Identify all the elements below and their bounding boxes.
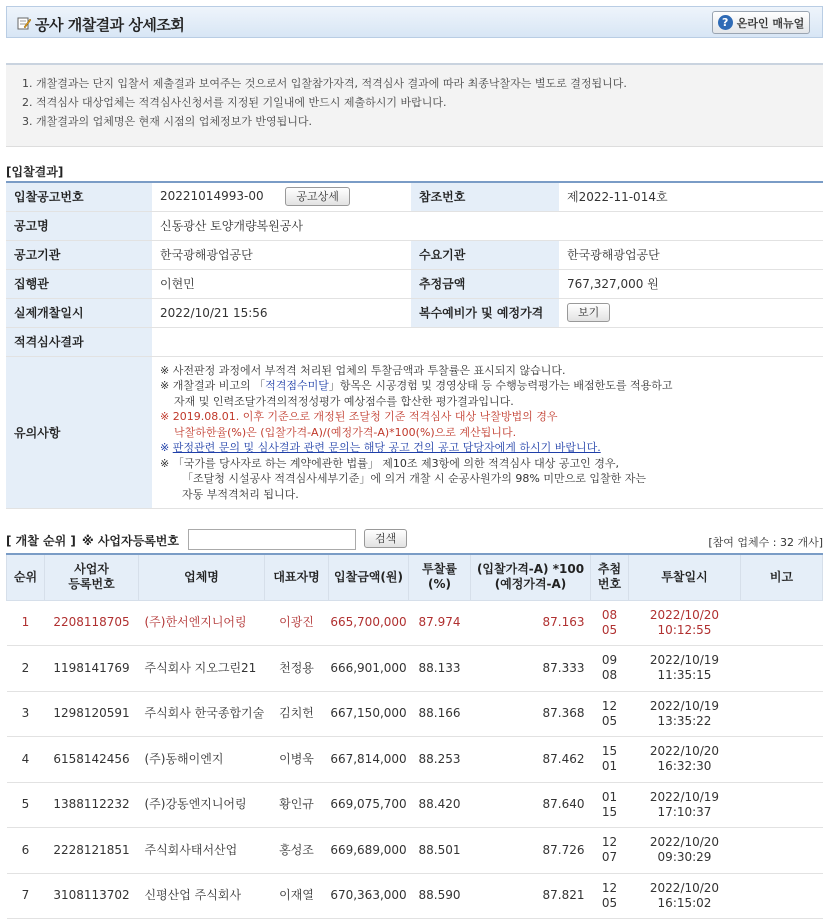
col-bid-time: 투찰일시	[629, 554, 741, 600]
reg-no-cell: 3108113702	[45, 873, 139, 919]
amount-cell: 665,700,000	[329, 600, 409, 646]
bid-time-cell: 2022/10/19 13:35:22	[629, 691, 741, 737]
company-cell: (주)강동엔지니어링	[139, 782, 265, 828]
online-manual-label: 온라인 매뉴얼	[736, 16, 805, 30]
multi-price-label: 복수예비가 및 예정가격	[411, 298, 559, 327]
qual-score-link[interactable]: 적격점수미달	[265, 379, 329, 392]
inquiry-link[interactable]: 판정관련 문의 및 심사결과 관련 문의는 해당 공고 건의 공고 담당자에게 하시기 바랍니다.	[172, 441, 601, 454]
table-row[interactable]	[7, 782, 823, 828]
remark-cell	[741, 873, 823, 919]
rate-cell: 87.974	[409, 600, 471, 646]
caution-label: 유의사항	[6, 356, 152, 509]
open-date-label: 실제개찰일시	[6, 298, 152, 327]
bid-time-cell: 2022/10/20 10:12:55	[629, 600, 741, 646]
remark-cell	[741, 828, 823, 874]
table-row[interactable]	[7, 691, 823, 737]
lot-cell: 08 05	[591, 600, 629, 646]
caution-text	[152, 356, 823, 509]
rate-cell: 88.166	[409, 691, 471, 737]
company-cell: (주)동해이엔지	[139, 737, 265, 783]
rank-cell: 6	[7, 828, 45, 874]
ranking-label: [ 개찰 순위 ]	[6, 534, 76, 548]
caution-line: 낙찰하한율(%)은 (입찰가격-A)/(예정가격-A)*100(%)으로 계산됩니다.	[174, 425, 517, 439]
caution-line: ※ 2019.08.01. 이후 기준으로 개정된 조달청 기준 적격심사 대상 낙찰방법의 경우	[160, 410, 558, 423]
amount-cell: 669,075,700	[329, 782, 409, 828]
estimate-label: 추정금액	[411, 269, 559, 298]
formula-cell: 87.333	[471, 646, 591, 692]
ceo-cell: 홍성조	[265, 828, 329, 874]
bid-result-table	[6, 181, 823, 509]
company-cell: 주식회사태서산업	[139, 828, 265, 874]
search-button[interactable]: 검색	[364, 529, 407, 548]
col-rank: 순위	[7, 554, 45, 600]
col-lot: 추첨 번호	[591, 554, 629, 600]
lot-cell: 01 15	[591, 782, 629, 828]
company-cell: 주식회사 한국종합기술	[139, 691, 265, 737]
rank-cell: 3	[7, 691, 45, 737]
caution-line: 자재 및 인력조달가격의적정성평가 예상점수를 합산한 평가결과입니다.	[174, 394, 514, 408]
formula-cell: 87.726	[471, 828, 591, 874]
caution-line: ※ 사전판정 과정에서 부적격 처리된 업체의 투찰금액과 투찰률은 표시되지 않습니다.	[160, 363, 566, 377]
reg-no-cell: 6158142456	[45, 737, 139, 783]
open-date-value: 2022/10/21 15:56	[152, 298, 411, 327]
rate-cell: 88.420	[409, 782, 471, 828]
bid-result-section-title: [입찰결과]	[6, 165, 64, 179]
officer-value: 이현민	[152, 269, 411, 298]
company-cell: 주식회사 지오그린21	[139, 646, 265, 692]
rate-cell: 88.590	[409, 873, 471, 919]
notice-name-label: 공고명	[6, 211, 152, 240]
caution-line: ※ 「국가를 당사자로 하는 계약에관한 법률」 제10조 제3항에 의한 적격심사 대상 공고인 경우,	[160, 456, 619, 470]
page-title: 공사 개찰결과 상세조회	[35, 16, 185, 34]
ranking-table	[6, 553, 823, 919]
table-row[interactable]	[7, 873, 823, 919]
col-reg-no: 사업자 등록번호	[45, 554, 139, 600]
estimate-value: 767,327,000 원	[559, 269, 823, 298]
col-amount: 입찰금액(원)	[329, 554, 409, 600]
demand-agency-value: 한국광해광업공단	[559, 240, 823, 269]
ceo-cell: 이병욱	[265, 737, 329, 783]
ceo-cell: 김치헌	[265, 691, 329, 737]
remark-cell	[741, 782, 823, 828]
reg-no-cell: 1388112232	[45, 782, 139, 828]
reg-no-cell: 2228121851	[45, 828, 139, 874]
notice-detail-button[interactable]: 공고상세	[285, 187, 350, 206]
ceo-cell: 이광진	[265, 600, 329, 646]
notice-line: 2. 적격심사 대상업체는 적격심사신청서를 지정된 기일내에 반드시 제출하시기 바랍니다.	[22, 96, 447, 109]
ceo-cell: 황인규	[265, 782, 329, 828]
reg-no-cell: 2208118705	[45, 600, 139, 646]
bid-time-cell: 2022/10/20 16:32:30	[629, 737, 741, 783]
bid-time-cell: 2022/10/19 17:10:37	[629, 782, 741, 828]
qual-result-label: 적격심사결과	[6, 327, 152, 356]
caution-line: ※ 개찰결과 비고의 「적격점수미달」항목은 시공경험 및 경영상태 등 수행능력평가는 배점한도를 적용하고	[160, 379, 673, 392]
rate-cell: 88.253	[409, 737, 471, 783]
online-manual-button[interactable]	[712, 11, 810, 34]
notice-name-value: 신동광산 토양개량복원공사	[152, 211, 823, 240]
ceo-cell: 천정용	[265, 646, 329, 692]
amount-cell: 670,363,000	[329, 873, 409, 919]
notice-line: 1. 개찰결과는 단지 입찰서 제출결과 보여주는 것으로서 입찰참가자격, 적격심사 결과에 따라 최종낙찰자는 별도로 결정됩니다.	[22, 77, 627, 90]
rate-cell: 88.501	[409, 828, 471, 874]
reg-no-cell: 1298120591	[45, 691, 139, 737]
ref-no-value: 제2022-11-014호	[559, 182, 823, 211]
notice-no-value: 20221014993-00	[160, 189, 264, 204]
amount-cell: 667,814,000	[329, 737, 409, 783]
formula-cell: 87.462	[471, 737, 591, 783]
col-remark: 비고	[741, 554, 823, 600]
col-formula: (입찰가격-A) *100 (예정가격-A)	[471, 554, 591, 600]
lot-cell: 15 01	[591, 737, 629, 783]
ranking-toolbar	[6, 529, 823, 553]
lot-cell: 12 05	[591, 873, 629, 919]
demand-agency-label: 수요기관	[411, 240, 559, 269]
remark-cell	[741, 737, 823, 783]
ceo-cell: 이재열	[265, 873, 329, 919]
remark-cell	[741, 600, 823, 646]
caution-line: ※ 판정관련 문의 및 심사결과 관련 문의는 해당 공고 건의 공고 담당자에게 하시기 바랍니다.	[160, 441, 601, 454]
view-prices-button[interactable]: 보기	[567, 303, 610, 322]
help-icon: ?	[718, 15, 733, 30]
reg-no-label: ※ 사업자등록번호	[82, 534, 179, 548]
officer-label: 집행관	[6, 269, 152, 298]
company-cell: 신평산업 주식회사	[139, 873, 265, 919]
table-row[interactable]	[7, 737, 823, 783]
caution-line: 「조달청 시설공사 적격심사세부기준」에 의거 개찰 시 순공사원가의 98% 미만으로 입찰한 자는	[182, 472, 646, 485]
notice-no-label: 입찰공고번호	[6, 182, 152, 211]
amount-cell: 666,901,000	[329, 646, 409, 692]
company-cell: (주)한서엔지니어링	[139, 600, 265, 646]
qual-result-value	[152, 327, 823, 356]
ref-no-label: 참조번호	[411, 182, 559, 211]
lot-cell: 12 07	[591, 828, 629, 874]
page-header	[6, 6, 823, 38]
col-company: 업체명	[139, 554, 265, 600]
bid-time-cell: 2022/10/20 09:30:29	[629, 828, 741, 874]
agency-label: 공고기관	[6, 240, 152, 269]
document-pencil-icon	[17, 16, 31, 30]
col-rate: 투찰률 (%)	[409, 554, 471, 600]
lot-cell: 12 05	[591, 691, 629, 737]
rank-cell: 2	[7, 646, 45, 692]
rank-cell: 5	[7, 782, 45, 828]
amount-cell: 667,150,000	[329, 691, 409, 737]
formula-cell: 87.821	[471, 873, 591, 919]
notice-box	[6, 63, 823, 147]
table-row[interactable]	[7, 828, 823, 874]
remark-cell	[741, 646, 823, 692]
amount-cell: 669,689,000	[329, 828, 409, 874]
remark-cell	[741, 691, 823, 737]
caution-line: 자동 부적격처리 됩니다.	[182, 487, 299, 501]
col-ceo: 대표자명	[265, 554, 329, 600]
rate-cell: 88.133	[409, 646, 471, 692]
table-row[interactable]	[7, 646, 823, 692]
formula-cell: 87.163	[471, 600, 591, 646]
agency-value: 한국광해광업공단	[152, 240, 411, 269]
bid-time-cell: 2022/10/19 11:35:15	[629, 646, 741, 692]
bid-time-cell: 2022/10/20 16:15:02	[629, 873, 741, 919]
lot-cell: 09 08	[591, 646, 629, 692]
rank-cell: 1	[7, 600, 45, 646]
reg-no-search-input[interactable]	[188, 529, 356, 550]
participant-count: [참여 업체수 : 32 개사]	[708, 536, 823, 549]
rank-cell: 7	[7, 873, 45, 919]
rank-cell: 4	[7, 737, 45, 783]
formula-cell: 87.368	[471, 691, 591, 737]
formula-cell: 87.640	[471, 782, 591, 828]
reg-no-cell: 1198141769	[45, 646, 139, 692]
table-row[interactable]	[7, 600, 823, 646]
notice-line: 3. 개찰결과의 업체명은 현재 시점의 업체정보가 반영됩니다.	[22, 115, 312, 128]
